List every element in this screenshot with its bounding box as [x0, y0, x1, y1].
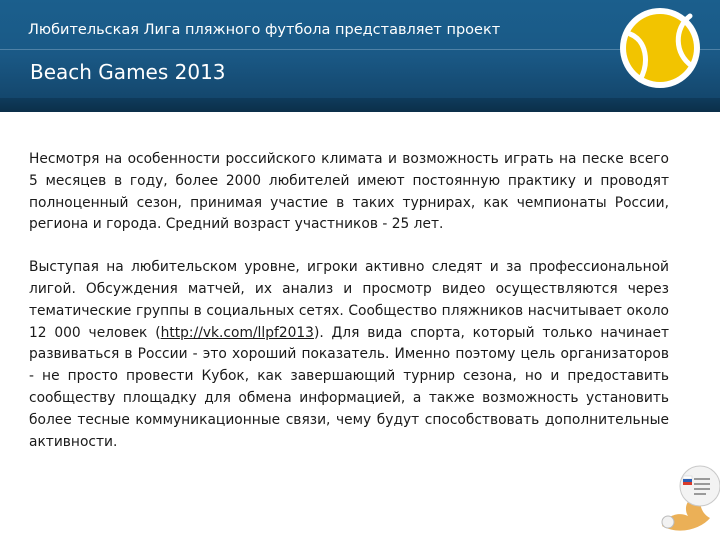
main-content	[29, 149, 669, 453]
paragraph-climate: Несмотря на особенности российского климата и возможность играть на песке всего 5 месяцев в году, более 2000 любителей имеют постоянную практику и проводят полноценный сезон, принимая участие в таких турнирах, как чемпионаты России, региона и города. Средний возраст участников - 25 лет.	[29, 151, 669, 233]
header-band	[0, 98, 720, 112]
page-title: Beach Games 2013	[30, 60, 226, 84]
paragraph-community-text-end: ). Для вида спорта, который только начинает развиваться в России - это хороший показатель. Именно поэтому цель организаторов - не просто провести Кубок, как завершающий турнир сезона, но и предоставить сообществу площадку для обмена информацией, а также возможность установить более тесные коммуникационные связи, чему будут способствовать дополнительные активности.	[29, 324, 669, 450]
paragraph-community-text-start: Выступая на любительском уровне, игроки активно следят и за профессиональной лигой. Обсуждения матчей, их анализ и просмотр видео осуществляются через тематические группы в социальных сетях. Сообщество пляжников насчитывает около 12 000 человек (	[29, 259, 669, 341]
tennis-ball-logo-icon	[616, 4, 704, 92]
header-divider	[0, 49, 720, 50]
vk-group-link[interactable]: http://vk.com/llpf2013	[160, 324, 314, 341]
beach-soccer-league-logo-icon	[650, 456, 720, 540]
header-subtitle: Любительская Лига пляжного футбола представляет проект	[28, 22, 501, 38]
paragraph-community	[29, 257, 669, 453]
